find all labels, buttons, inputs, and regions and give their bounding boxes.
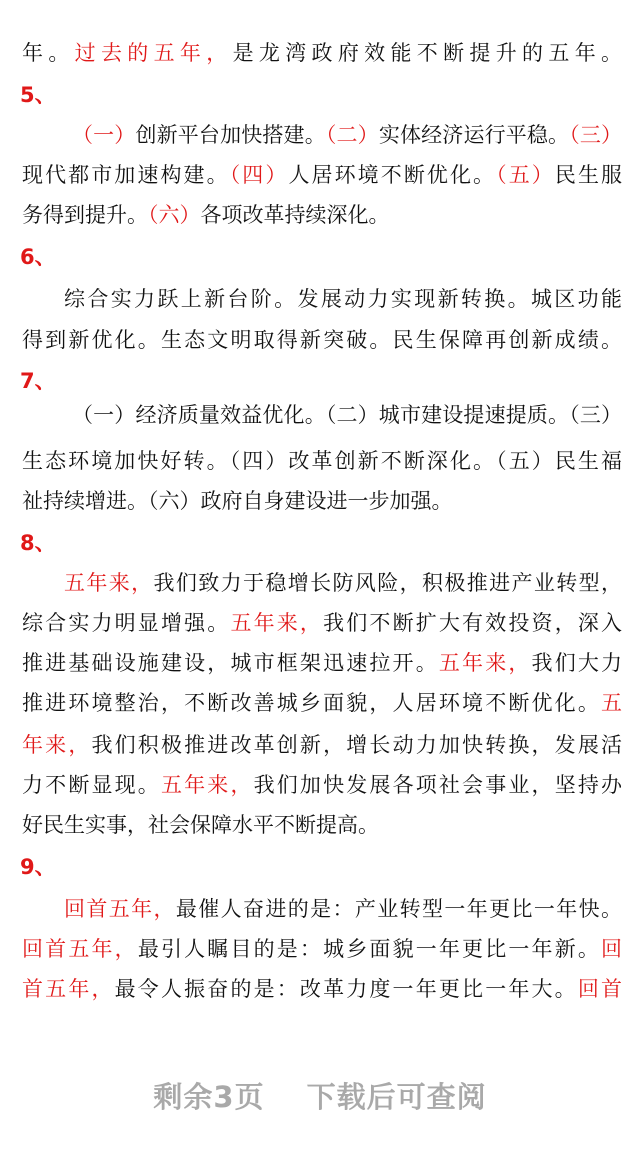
body-text: 综合实力明显增强。 bbox=[22, 611, 231, 635]
section-5-line-2 bbox=[22, 160, 622, 190]
section-6-number: 6、 bbox=[20, 245, 56, 269]
body-text: 我们大力 bbox=[531, 651, 622, 675]
download-prompt[interactable] bbox=[0, 1075, 640, 1116]
section-9-line-3 bbox=[22, 974, 622, 1004]
body-text: 我们积极推进改革创新，增长动力加快转换，发展活 bbox=[91, 733, 622, 757]
body-text: 推进环境整治，不断改善城乡面貌，人居环境不断优化。 bbox=[22, 691, 601, 715]
section-8-line-1 bbox=[64, 568, 622, 598]
highlight-text: 五年来， bbox=[64, 571, 154, 595]
highlight-text: （六） bbox=[148, 203, 201, 227]
highlight-text: 年来， bbox=[22, 733, 92, 757]
section-8-line-4 bbox=[22, 688, 622, 718]
highlight-text: 五 bbox=[601, 691, 622, 715]
section-6-line-1: 综合实力跃上新台阶。发展动力实现新转换。城区功能 bbox=[64, 287, 622, 311]
section-7-line-2: 生态环境加快好转。（四）改革创新不断深化。（五）民生福 bbox=[22, 449, 622, 473]
section-8-line-2 bbox=[22, 608, 622, 638]
download-to-view-label: 下载后可查阅 bbox=[306, 1080, 487, 1114]
section-9-line-1 bbox=[64, 894, 622, 924]
body-text: 民生服 bbox=[554, 163, 622, 187]
section-8-line-6 bbox=[22, 770, 622, 800]
section-7-line-3: 祉持续增进。（六）政府自身建设进一步加强。 bbox=[22, 489, 453, 513]
section-5-line-3 bbox=[22, 200, 622, 230]
section-7-number: 7、 bbox=[20, 369, 56, 393]
section-6-line-2: 得到新优化。生态文明取得新突破。民生保障再创新成绩。 bbox=[22, 328, 622, 352]
highlight-text: 回首五年， bbox=[64, 897, 176, 921]
highlight-text: 五年来， bbox=[160, 773, 254, 797]
body-text: 最催人奋进的是：产业转型一年更比一年快。 bbox=[175, 897, 622, 921]
section-7-line-1: （一）经济质量效益优化。（二）城市建设提速提质。（三） bbox=[72, 403, 622, 427]
body-text: 我们致力于稳增长防风险，积极推进产业转型， bbox=[153, 571, 622, 595]
section-5-number: 5、 bbox=[20, 83, 56, 107]
body-text: 最令人振奋的是：改革力度一年更比一年大。 bbox=[114, 977, 578, 1001]
body-text: 力不断显现。 bbox=[22, 773, 161, 797]
section-8-line-3 bbox=[22, 648, 622, 678]
remaining-pages-label: 剩余3页 bbox=[153, 1080, 265, 1114]
highlight-text: （五） bbox=[496, 163, 555, 187]
highlight-text: 回首 bbox=[577, 977, 622, 1001]
highlight-text: （一） bbox=[72, 123, 136, 147]
section-5-line-1 bbox=[72, 120, 622, 150]
body-text: 人居环境不断优化。 bbox=[288, 163, 497, 187]
intro-rest: 是龙湾政府效能不断提升的五年。 bbox=[232, 41, 622, 65]
section-8-number: 8、 bbox=[20, 531, 56, 555]
section-9-line-2 bbox=[22, 934, 622, 964]
highlight-text: 首五年， bbox=[22, 977, 115, 1001]
section-9-number: 9、 bbox=[20, 855, 56, 879]
body-text: 实体经济运行平稳。 bbox=[378, 123, 570, 147]
body-text: 务得到提升。 bbox=[22, 203, 148, 227]
body-text: 我们加快发展各项社会事业，坚持办 bbox=[253, 773, 622, 797]
highlight-text: 回 bbox=[601, 937, 622, 961]
highlight-text: 回首五年， bbox=[22, 937, 138, 961]
highlight-text: （二） bbox=[325, 123, 379, 147]
highlight-text: （四） bbox=[229, 163, 289, 187]
body-text: 各项改革持续深化。 bbox=[200, 203, 390, 227]
body-text: 推进基础设施建设，城市框架迅速拉开。 bbox=[22, 651, 439, 675]
body-text: 好民生实事，社会保障水平不断提高。 bbox=[22, 813, 379, 837]
highlight-text: （三） bbox=[569, 123, 622, 147]
body-text: 最引人瞩目的是：城乡面貌一年更比一年新。 bbox=[137, 937, 602, 961]
body-text: 我们不断扩大有效投资，深入 bbox=[323, 611, 622, 635]
intro-line bbox=[22, 38, 622, 68]
intro-prefix: 年。 bbox=[22, 41, 75, 65]
intro-highlight: 过去的五年， bbox=[74, 41, 233, 65]
section-8-line-7 bbox=[22, 810, 622, 840]
highlight-text: 五年来， bbox=[230, 611, 324, 635]
highlight-text: 五年来， bbox=[438, 651, 532, 675]
body-text: 现代都市加速构建。 bbox=[22, 163, 230, 187]
section-8-line-5 bbox=[22, 730, 622, 760]
body-text: 创新平台加快搭建。 bbox=[135, 123, 326, 147]
